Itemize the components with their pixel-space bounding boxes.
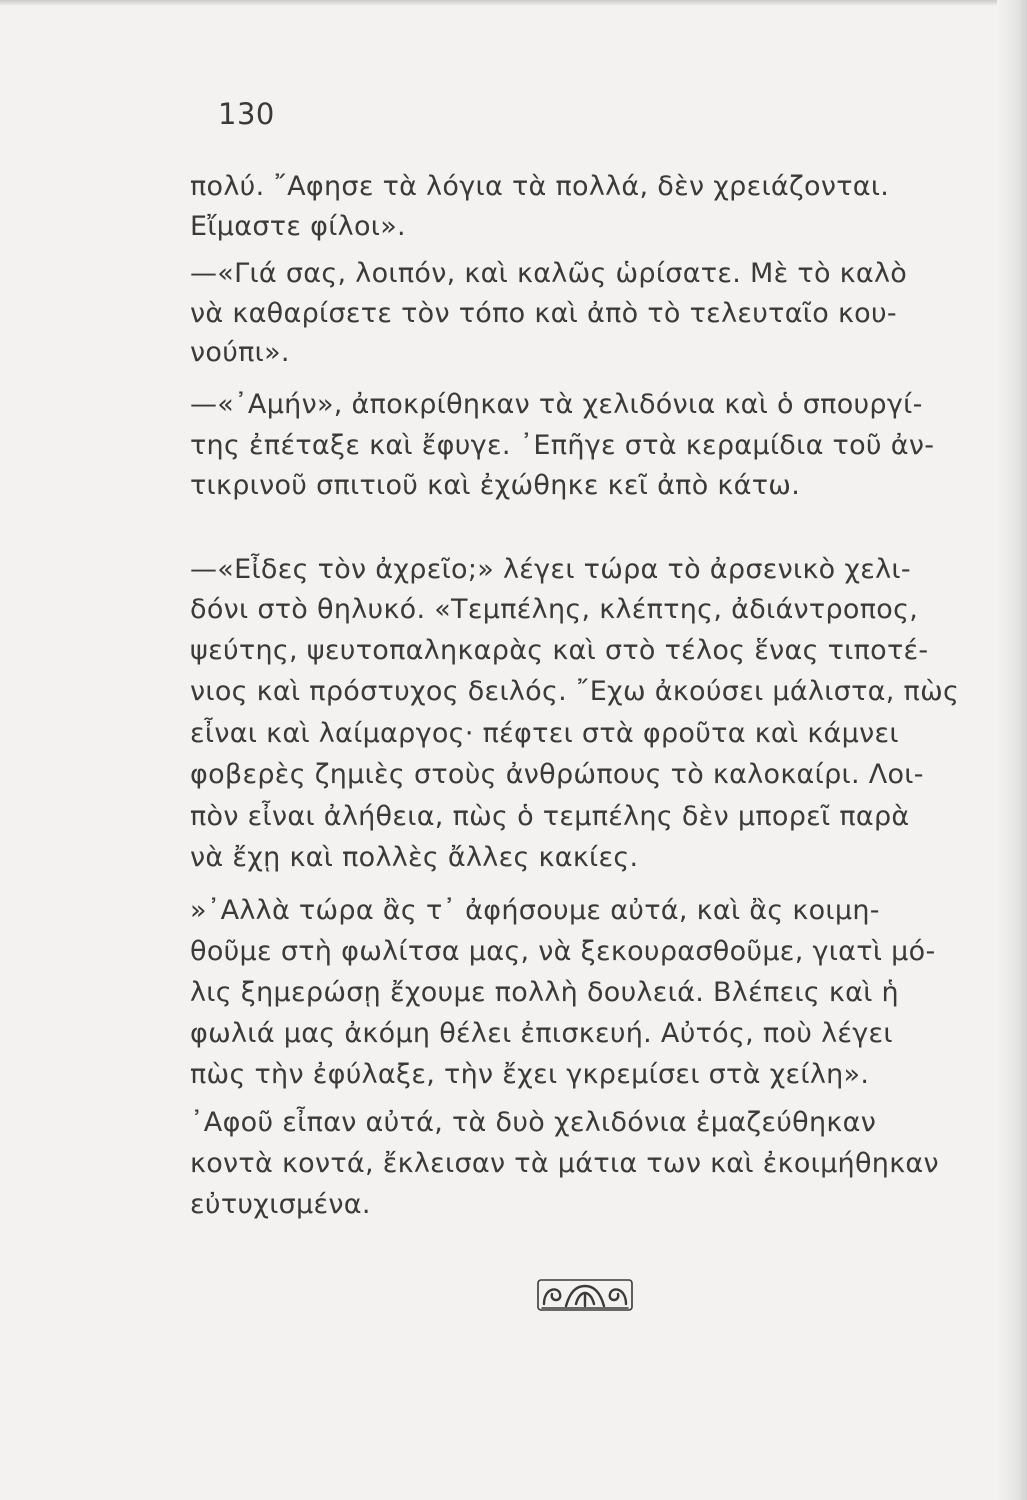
text-line: —«Εἶδες τὸν ἀχρεῖο;» λέγει τώρα τὸ ἀρσενικὸ χελι- [190,554,911,585]
text-line: πολύ. ῎Αφησε τὰ λόγια τὰ πολλά, δὲν χρειάζονται. [190,171,890,202]
page-number: 130 [218,97,275,131]
text-line: κοντὰ κοντά, ἔκλεισαν τὰ μάτια των καὶ ἐκοιμήθηκαν [190,1148,939,1179]
text-line: εἶναι καὶ λαίμαργος· πέφτει στὰ φροῦτα καὶ κάμνει [190,718,899,749]
scan-shadow-right [997,0,1027,1500]
text-line: της ἐπέταξε καὶ ἔφυγε. ᾿Επῆγε στὰ κεραμίδια τοῦ ἀν- [190,430,935,461]
text-line: —«Γιά σας, λοιπόν, καὶ καλῶς ὡρίσατε. Μὲ τὸ καλὸ [190,258,908,289]
text-line: τικρινοῦ σπιτιοῦ καὶ ἐχώθηκε κεῖ ἀπὸ κάτω. [190,470,801,501]
text-line: νιος καὶ πρόστυχος δειλός. ῎Εχω ἀκούσει μάλιστα, πὼς [190,676,960,707]
text-line: νὰ καθαρίσετε τὸν τόπο καὶ ἀπὸ τὸ τελευταῖο κου- [190,298,897,329]
text-line: ψεύτης, ψευτοπαληκαρὰς καὶ στὸ τέλος ἕνας τιποτέ- [190,635,929,666]
text-line: φωλιά μας ἀκόμη θέλει ἐπισκευή. Αὐτός, ποὺ λέγει [190,1018,893,1049]
text-line: νὰ ἔχῃ καὶ πολλὲς ἄλλες κακίες. [190,842,639,873]
text-line: ᾿Αφοῦ εἶπαν αὐτά, τὰ δυὸ χελιδόνια ἐμαζεύθηκαν [190,1107,877,1138]
text-line: δόνι στὸ θηλυκό. «Τεμπέλης, κλέπτης, ἀδιάντροπος, [190,594,919,625]
text-line: πὼς τὴν ἐφύλαξε, τὴν ἔχει γκρεμίσει στὰ χείλη». [190,1059,870,1090]
text-line: Εἴμαστε φίλοι». [190,211,406,242]
text-line: λις ξημερώσῃ ἔχουμε πολλὴ δουλειά. Βλέπεις καὶ ἡ [190,977,899,1008]
floral-ornament-icon [536,1278,634,1312]
text-line: εὐτυχισμένα. [190,1189,371,1220]
text-line: πὸν εἶναι ἀλήθεια, πὼς ὁ τεμπέλης δὲν μπορεῖ παρὰ [190,801,910,832]
text-line: φοβερὲς ζημιὲς στοὺς ἀνθρώπους τὸ καλοκαίρι. Λοι- [190,759,924,790]
text-line: θοῦμε στὴ φωλίτσα μας, νὰ ξεκουρασθοῦμε, γιατὶ μό- [190,936,936,967]
text-line: »᾿Αλλὰ τώρα ἂς τ᾿ ἀφήσουμε αὐτά, καὶ ἂς κοιμη- [190,895,880,926]
scan-shadow-top [0,0,1027,6]
text-line: νούπι». [190,337,290,368]
text-line: —«᾿Αμήν», ἀποκρίθηκαν τὰ χελιδόνια καὶ ὁ σπουργί- [190,389,923,420]
